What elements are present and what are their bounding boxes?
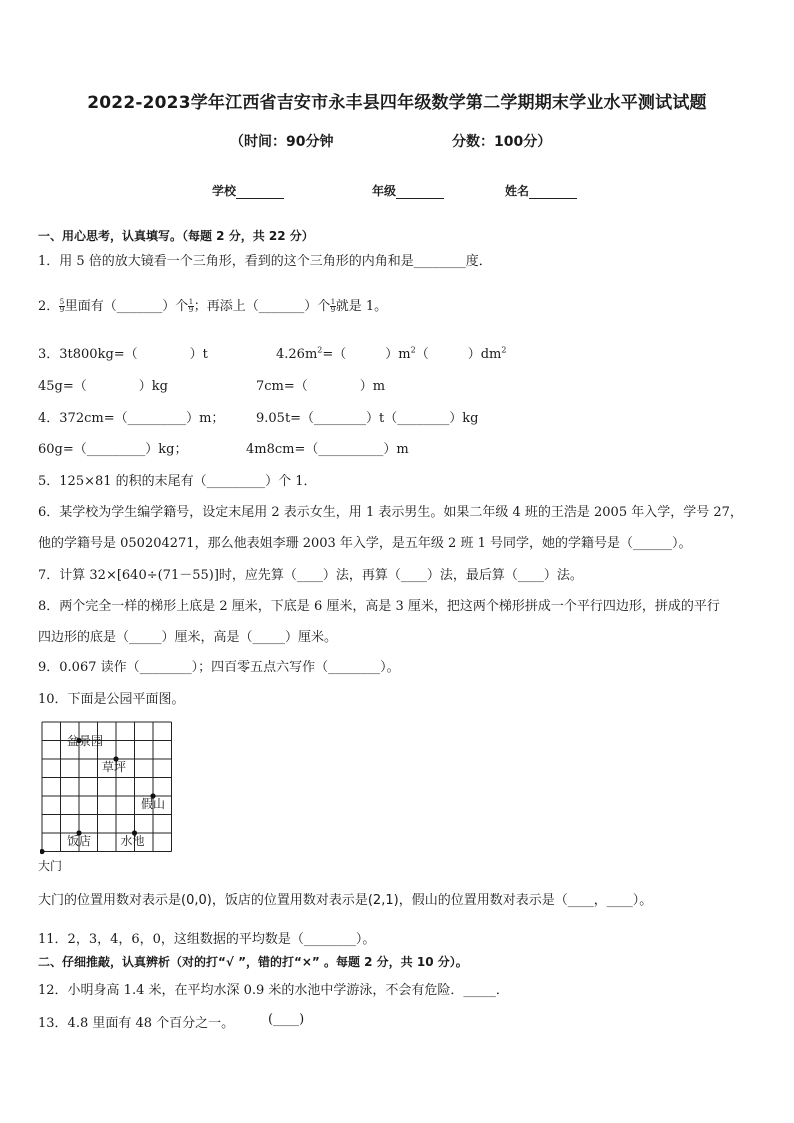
- question-4b: 9.05t=（________）t（________）kg: [256, 411, 479, 426]
- question-13: 13．4.8 里面有 48 个百分之一。: [38, 1016, 235, 1031]
- gate-coord: (0,0): [181, 893, 212, 908]
- exam-score: 分数：100分）: [452, 134, 552, 150]
- map-label-rockery: 假山: [141, 797, 166, 811]
- question-12: 12．小明身高 1.4 米，在平均水深 0.9 米的水池中学游泳，不会有危险．_____．: [38, 983, 509, 998]
- question-3d: 7cm=（ ）m: [256, 379, 386, 394]
- question-13-blank[interactable]: (____): [268, 1012, 305, 1027]
- hotel-coord: (2,1): [367, 893, 399, 908]
- question-7: 7．计算 32×[640÷(71－55)]时，应先算（____）法，再算（____）法，最后算（____）法。: [38, 568, 583, 583]
- question-11: 11．2，3，4，6，0，这组数据的平均数是（________）。: [38, 932, 376, 947]
- map-label-gate: 大门: [38, 858, 63, 873]
- map-label-bonsai: 盆景园: [67, 733, 104, 748]
- park-grid: [40, 720, 180, 860]
- name-label: 姓名: [505, 184, 530, 198]
- question-4a: 4．372cm=（_________）m；: [38, 411, 225, 426]
- section-2-heading: 二、仔细推敲，认真辨析（对的打“√ ”，错的打“×” 。每题 2 分，共 10 分）。: [38, 955, 468, 969]
- section-1-heading: 一、用心思考，认真填写。（每题 2 分，共 22 分）: [38, 229, 314, 243]
- park-map: [38, 720, 180, 873]
- question-1: 1．用 5 倍的放大镜看一个三角形，看到的这个三角形的内角和是________度．: [38, 254, 492, 269]
- school-blank[interactable]: [236, 186, 284, 199]
- question-6-line1: 6．某学校为学生编学籍号，设定末尾用 2 表示女生，用 1 表示男生。如果二年级 4 班的王浩是 2005 年入学，学号 27，: [38, 505, 743, 520]
- question-10-answer: 大门的位置用数对表示是(0,0)，饭店的位置用数对表示是(2,1)，假山的位置用数对表示是（____，____）。: [38, 893, 653, 908]
- fraction-1-9: $\frac{1}{9}$: [188, 298, 194, 314]
- question-4d: 4m8cm=（__________）m: [246, 442, 409, 457]
- question-8-line1: 8．两个完全一样的梯形上底是 2 厘米，下底是 6 厘米，高是 3 厘米，把这两个梯形拼成一个平行四边形，拼成的平行: [38, 599, 720, 614]
- grade-label: 年级: [372, 184, 397, 198]
- question-8-line2: 四边形的底是（_____）厘米，高是（_____）厘米。: [38, 630, 338, 645]
- point-gate: [40, 849, 45, 854]
- name-field[interactable]: [505, 182, 577, 199]
- question-3a: 3．3t800kg=（ ）t: [38, 347, 208, 362]
- question-10: 10．下面是公园平面图。: [38, 692, 185, 707]
- map-label-pool: 水池: [120, 834, 145, 848]
- grade-field[interactable]: [372, 182, 444, 199]
- map-label-lawn: 草坪: [102, 760, 127, 774]
- question-3b: $4.26m^2=$（ ）$m^2$（ ）$dm^2$: [276, 345, 507, 362]
- school-label: 学校: [212, 184, 237, 198]
- grade-blank[interactable]: [396, 186, 444, 199]
- name-blank[interactable]: [529, 186, 577, 199]
- page-title: 2022-2023学年江西省吉安市永丰县四年级数学第二学期期末学业水平测试试题: [87, 93, 707, 113]
- question-4c: 60g=（_________）kg；: [38, 442, 188, 457]
- question-2: 2． $\frac{5}{9}$ 里面有（_______）个 $\frac{1}{9}$ ；再添上（_______）个 $\frac{1}{9}$ 就是 1。: [38, 298, 388, 314]
- question-6-line2: 他的学籍号是 050204271，那么他表姐李珊 2003 年入学，是五年级 2 班 1 号同学，她的学籍号是（______）。: [38, 536, 692, 551]
- question-5: 5．125×81 的积的末尾有（_________）个 1．: [38, 474, 317, 489]
- map-label-hotel: 饭店: [67, 834, 92, 848]
- exam-time: （时间：90分钟: [230, 134, 334, 150]
- fraction-5-9: $\frac{5}{9}$: [59, 298, 65, 314]
- question-9: 9．0.067 读作（________）；四百零五点六写作（________）。: [38, 660, 400, 675]
- fraction-1-9-b: $\frac{1}{9}$: [330, 298, 336, 314]
- school-field[interactable]: [212, 182, 284, 199]
- question-3c: 45g=（ ）kg: [38, 379, 168, 394]
